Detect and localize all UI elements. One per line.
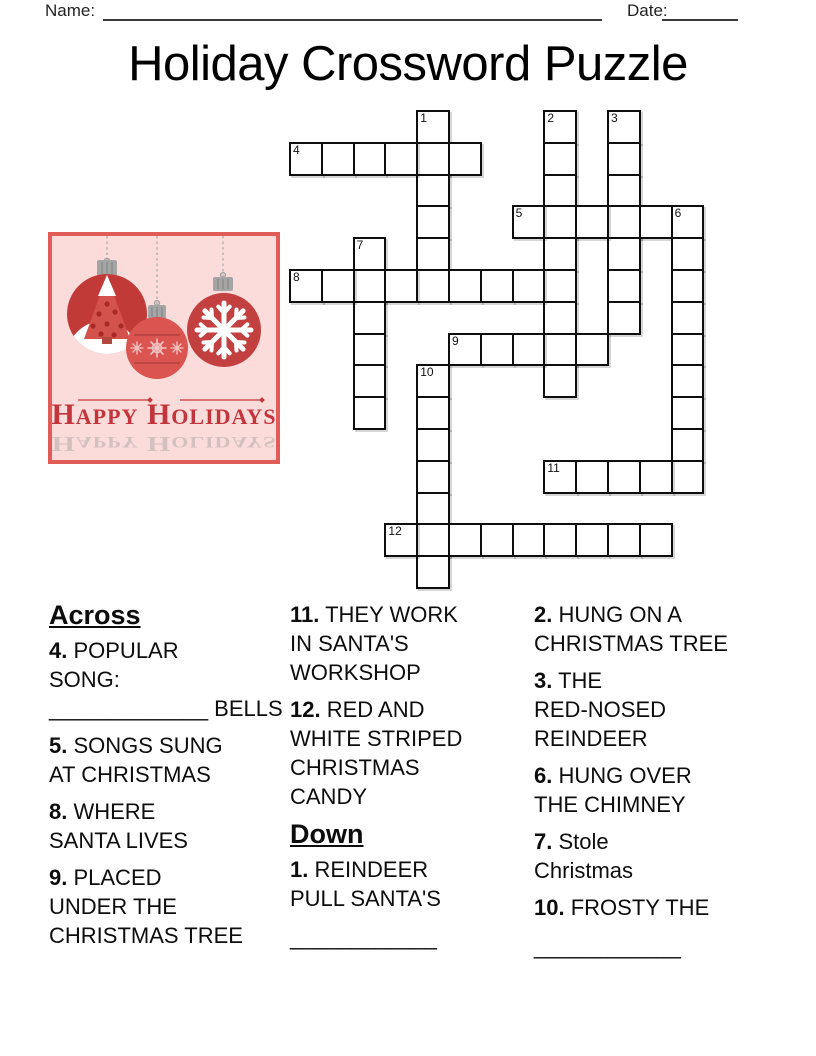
clue-line: IN SANTA'S [290, 631, 409, 656]
name-blank-line [103, 19, 602, 21]
clue-3 [534, 666, 766, 753]
clue-line: REINDEER [534, 726, 648, 751]
grid-cell[interactable] [321, 142, 355, 176]
grid-cell[interactable] [448, 333, 482, 367]
grid-cell[interactable] [543, 174, 577, 208]
grid-cell[interactable] [416, 364, 450, 398]
date-blank-line [662, 19, 738, 21]
grid-cell[interactable] [607, 174, 641, 208]
cell-number: 3 [611, 111, 618, 125]
grid-cell[interactable] [416, 523, 450, 557]
grid-cell[interactable] [416, 110, 450, 144]
clue-4 [49, 636, 291, 723]
grid-cell[interactable] [416, 396, 450, 430]
clue-line: 12. RED AND [290, 697, 425, 722]
grid-cell[interactable] [416, 269, 450, 303]
clue-number: 11. [290, 602, 320, 627]
greeting-reflection: HAPPY HOLIDAYS [52, 432, 276, 456]
grid-cell[interactable] [384, 523, 418, 557]
grid-cell[interactable] [543, 333, 577, 367]
clue-number: 10. [534, 895, 565, 920]
grid-cell[interactable] [416, 205, 450, 239]
grid-cell[interactable] [480, 523, 514, 557]
clue-line: _____________ BELLS [49, 696, 283, 721]
grid-cell[interactable] [353, 269, 387, 303]
clue-number: 7. [534, 829, 553, 854]
clue-line: CANDY [290, 784, 368, 809]
grid-cell[interactable] [543, 237, 577, 271]
cell-number: 12 [388, 524, 402, 539]
grid-cell[interactable] [512, 523, 546, 557]
grid-cell[interactable] [607, 142, 641, 176]
grid-cell[interactable] [416, 460, 450, 494]
grid-cell[interactable] [639, 460, 673, 494]
clue-number: 6. [534, 763, 553, 788]
grid-cell[interactable] [480, 269, 514, 303]
grid-cell[interactable] [543, 523, 577, 557]
clue-line: 8. WHERE [49, 799, 156, 824]
grid-cell[interactable] [384, 142, 418, 176]
clue-number: 3. [534, 668, 553, 693]
grid-cell[interactable] [416, 237, 450, 271]
clue-line: 7. Stole [534, 829, 609, 854]
grid-cell[interactable] [607, 301, 641, 335]
clue-line: 5. SONGS SUNG [49, 733, 223, 758]
clue-number: 2. [534, 602, 553, 627]
grid-cell[interactable] [353, 301, 387, 335]
greeting-flourishes [78, 397, 265, 403]
clue-line: WHITE STRIPED [290, 726, 463, 751]
clue-number: 8. [49, 799, 68, 824]
grid-cell[interactable] [353, 237, 387, 271]
cell-number: 6 [674, 206, 682, 221]
grid-cell[interactable] [384, 269, 418, 303]
page-title: Holiday Crossword Puzzle [128, 37, 688, 91]
clue-7 [534, 827, 766, 885]
grid-cell[interactable] [416, 428, 450, 462]
grid-cell[interactable] [607, 110, 641, 144]
clue-1 [290, 855, 522, 952]
ornament-snowflake-ball-icon [187, 273, 261, 367]
clue-line: 11. THEY WORK [290, 602, 458, 627]
date-label: Date: [627, 1, 668, 20]
clue-9 [49, 863, 291, 950]
grid-cell[interactable] [416, 174, 450, 208]
happy-holidays-card [48, 232, 280, 464]
grid-cell[interactable] [321, 269, 355, 303]
grid-cell[interactable] [639, 523, 673, 557]
clue-line: WORKSHOP [290, 660, 421, 685]
clue-number: 4. [49, 638, 68, 663]
clue-10 [534, 893, 766, 961]
ornaments-illustration [52, 236, 276, 460]
clue-5 [49, 731, 291, 789]
clue-line: 10. FROSTY THE [534, 895, 710, 920]
grid-cell[interactable] [289, 269, 323, 303]
clue-line: SONG: [49, 667, 120, 692]
clue-line: 9. PLACED [49, 865, 162, 890]
grid-cell[interactable] [671, 428, 705, 462]
grid-cell[interactable] [480, 333, 514, 367]
grid-cell[interactable] [353, 142, 387, 176]
grid-cell[interactable] [607, 460, 641, 494]
grid-cell[interactable] [353, 333, 387, 367]
snowflake-icon [197, 303, 251, 357]
cell-number: 10 [420, 365, 434, 380]
clue-number: 1. [290, 857, 309, 882]
clue-line: 2. HUNG ON A [534, 602, 682, 627]
clue-column [534, 600, 766, 969]
clue-12 [290, 695, 522, 811]
grid-cell[interactable] [575, 333, 609, 367]
clue-line: Christmas [534, 858, 634, 883]
grid-cell[interactable] [575, 523, 609, 557]
clue-number: 9. [49, 865, 68, 890]
grid-cell[interactable] [512, 269, 546, 303]
grid-cell[interactable] [671, 237, 705, 271]
grid-cell[interactable] [543, 110, 577, 144]
grid-cell[interactable] [639, 205, 673, 239]
clue-line: AT CHRISTMAS [49, 762, 211, 787]
clue-line: THE CHIMNEY [534, 792, 686, 817]
grid-cell[interactable] [671, 301, 705, 335]
grid-cell[interactable] [416, 142, 450, 176]
clue-line: 6. HUNG OVER [534, 763, 692, 788]
clue-number: 5. [49, 733, 68, 758]
grid-cell[interactable] [543, 364, 577, 398]
grid-cell[interactable] [607, 269, 641, 303]
clue-2 [534, 600, 766, 658]
grid-cell[interactable] [607, 523, 641, 557]
grid-cell[interactable] [607, 237, 641, 271]
grid-cell[interactable] [543, 269, 577, 303]
clue-line: 4. POPULAR [49, 638, 179, 663]
grid-cell[interactable] [289, 142, 323, 176]
clue-line: UNDER THE [49, 894, 177, 919]
clue-column [49, 600, 291, 958]
grid-cell[interactable] [512, 333, 546, 367]
grid-cell[interactable] [671, 460, 705, 494]
grid-cell[interactable] [575, 205, 609, 239]
grid-cell[interactable] [671, 396, 705, 430]
grid-cell[interactable] [543, 301, 577, 335]
ornament-tree-ball-icon [67, 258, 147, 393]
clue-6 [534, 761, 766, 819]
clue-heading-across: Across [49, 600, 141, 630]
grid-cell[interactable] [416, 555, 450, 589]
grid-cell[interactable] [448, 523, 482, 557]
clue-11 [290, 600, 522, 687]
answer-blank: ____________ [534, 934, 681, 959]
cell-number: 9 [452, 333, 459, 348]
name-label: Name: [45, 1, 96, 20]
grid-cell[interactable] [543, 142, 577, 176]
greeting-text: HAPPY HOLIDAYS [52, 398, 276, 431]
cell-number: 8 [293, 270, 300, 284]
grid-cell[interactable] [416, 492, 450, 526]
cell-number: 4 [293, 142, 300, 157]
clue-line: SANTA LIVES [49, 828, 188, 853]
grid-cell[interactable] [543, 205, 577, 239]
cell-number: 1 [420, 111, 427, 125]
cell-number: 2 [547, 111, 555, 125]
clue-line: RED-NOSED [534, 697, 667, 722]
clue-number: 12. [290, 697, 321, 722]
grid-cell[interactable] [543, 460, 577, 494]
grid-cell[interactable] [607, 205, 641, 239]
grid-cell[interactable] [671, 269, 705, 303]
clue-column [290, 600, 522, 960]
grid-cell[interactable] [512, 205, 546, 239]
cell-number: 7 [356, 238, 364, 253]
clue-line: CHRISTMAS [290, 755, 420, 780]
grid-cell[interactable] [671, 364, 705, 398]
clue-line: PULL SANTA'S [290, 886, 441, 911]
clue-line: CHRISTMAS TREE [534, 631, 728, 656]
clue-8 [49, 797, 291, 855]
cell-number: 11 [547, 460, 560, 475]
grid-cell[interactable] [671, 333, 705, 367]
cell-number: 5 [515, 206, 523, 221]
answer-blank: ____________ [290, 925, 437, 950]
grid-cell[interactable] [448, 269, 482, 303]
grid-cell[interactable] [575, 460, 609, 494]
grid-cell[interactable] [353, 364, 387, 398]
grid-cell[interactable] [448, 142, 482, 176]
clue-line: CHRISTMAS TREE [49, 923, 243, 948]
clue-line: 3. THE [534, 668, 603, 693]
grid-cell[interactable] [671, 205, 705, 239]
clue-heading-down: Down [290, 819, 364, 849]
grid-cell[interactable] [353, 396, 387, 430]
clue-line: 1. REINDEER [290, 857, 429, 882]
